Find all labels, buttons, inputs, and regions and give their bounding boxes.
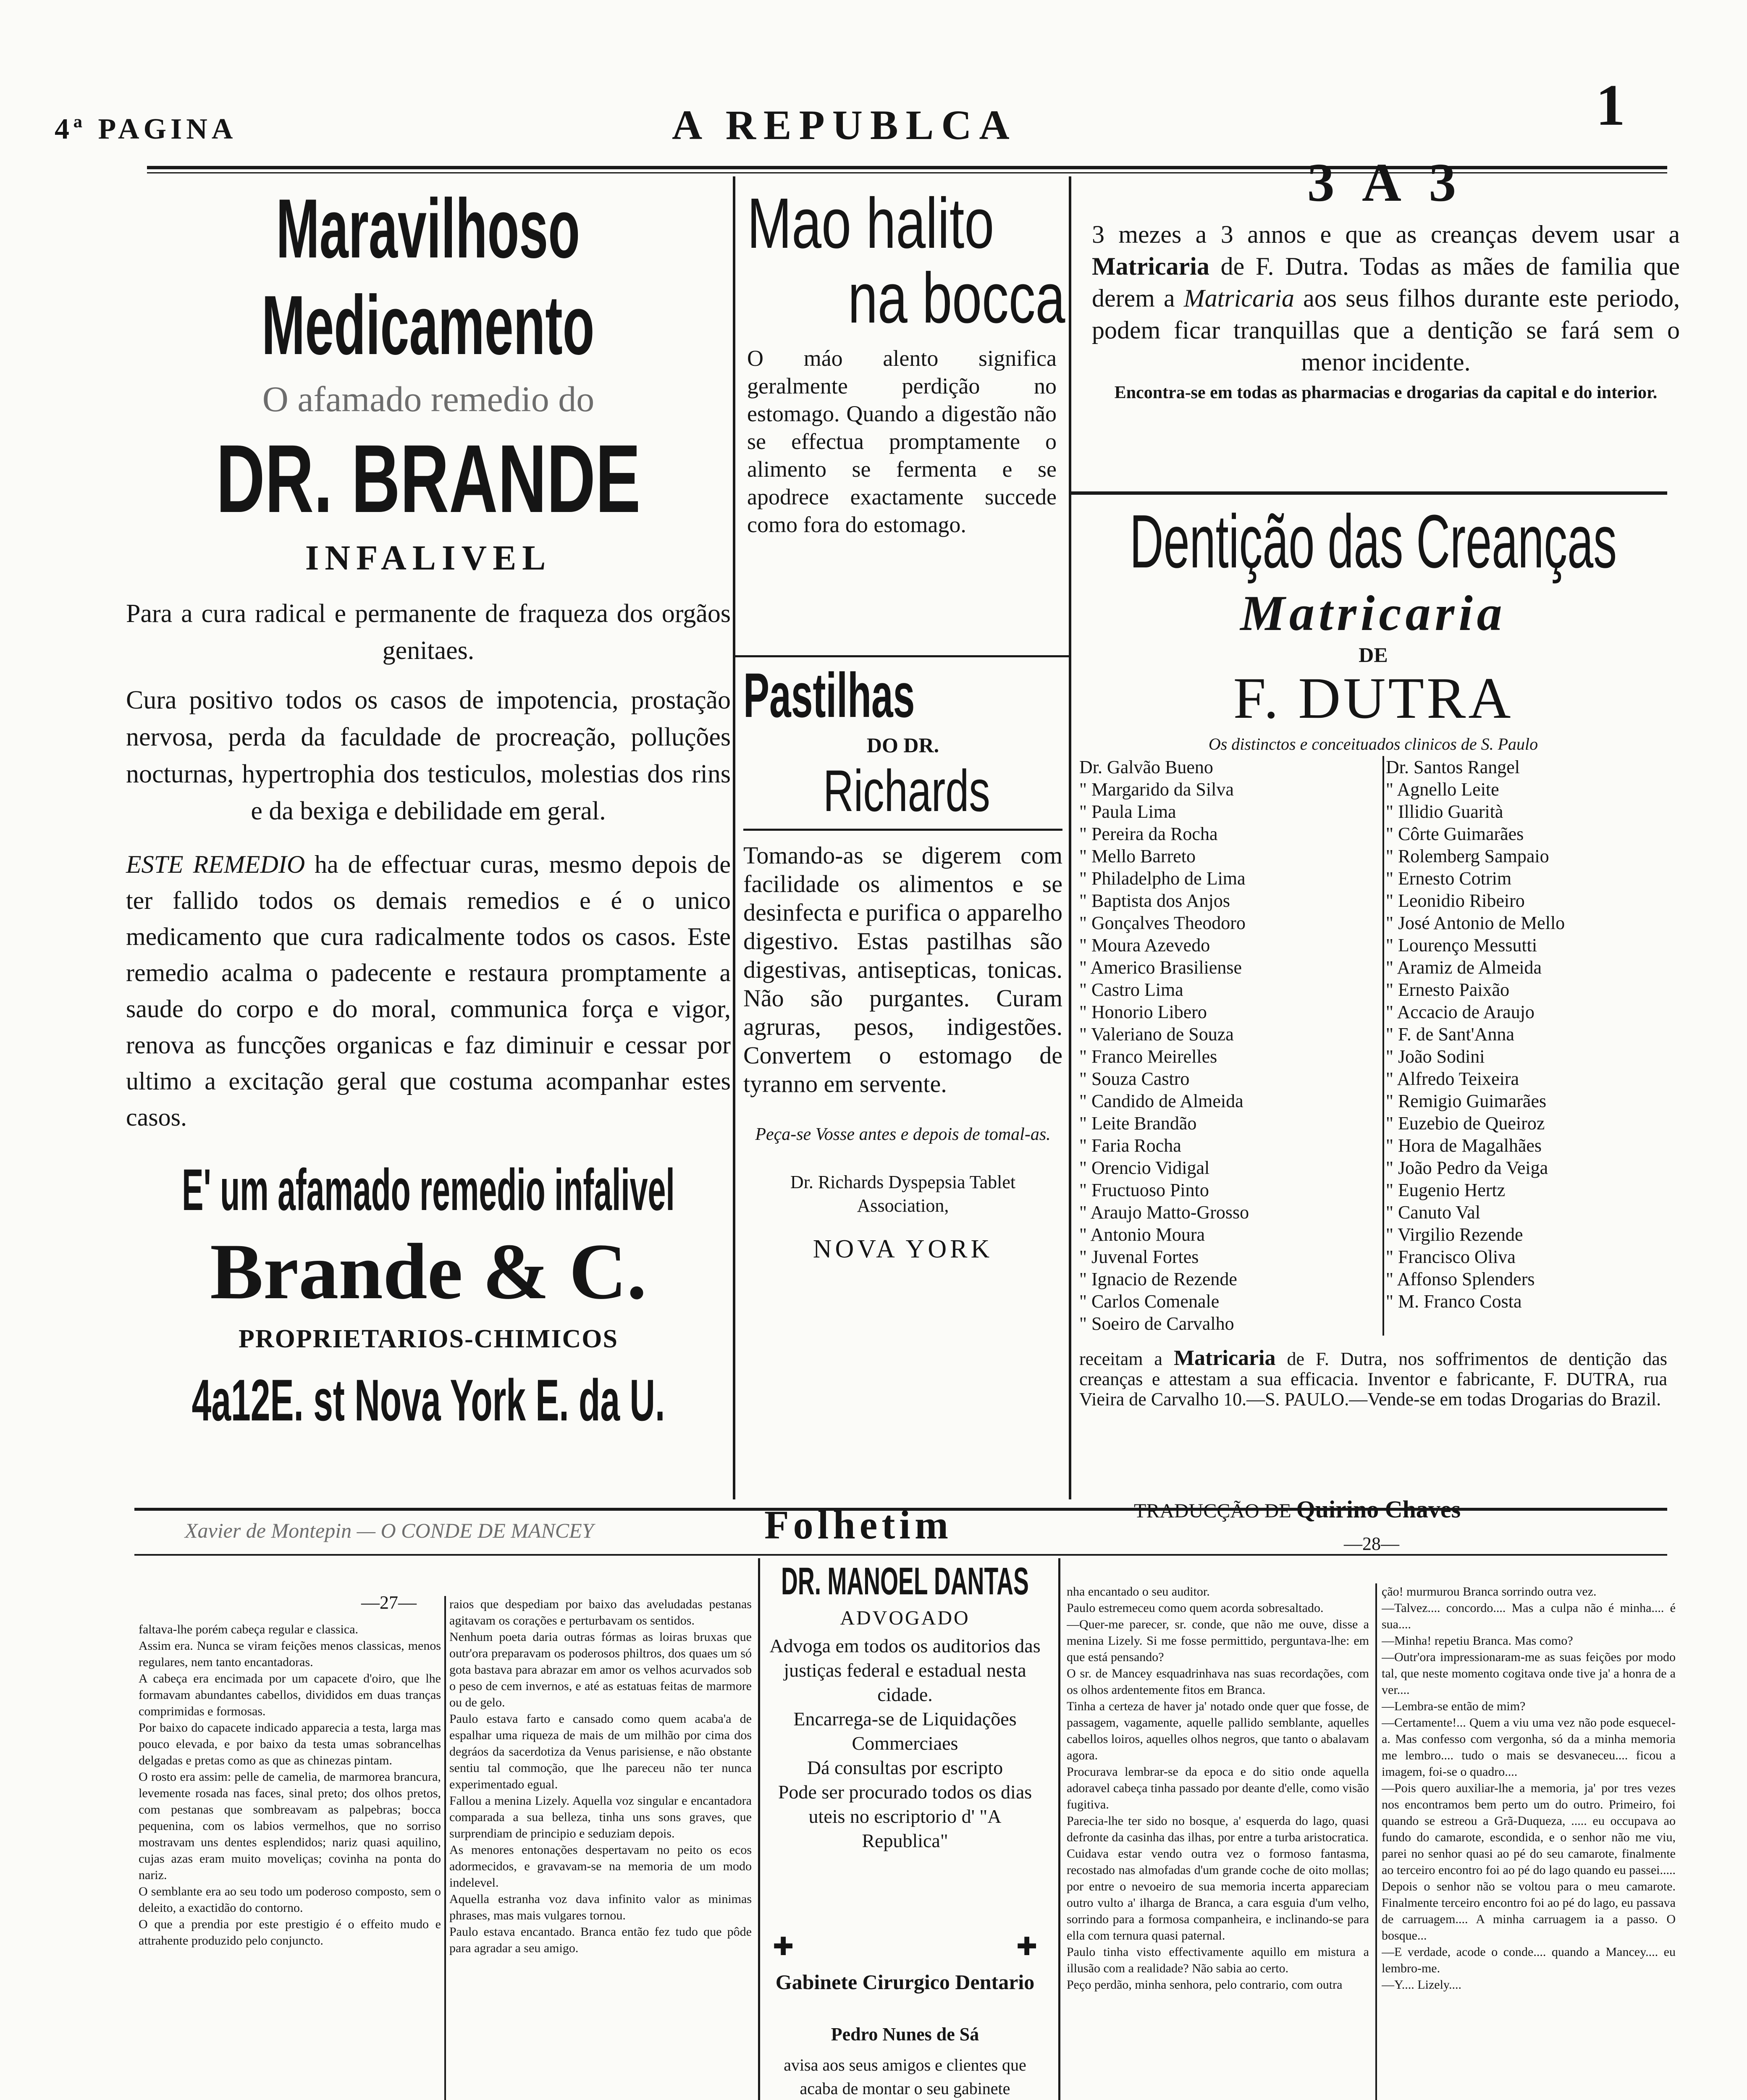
ad-brande-para3 (126, 846, 731, 1135)
folhetim-col1: faltava-lhe porém cabeça regular e classica. Assim era. Nunca se viram feições menos classicas, menos regulares, nem tanto encantadoras. A cabeça era encimada por um capacete d'oiro, que lhe formavam abundantes cabellos, divididos em duas tranças comprimidas e formosas. Por baixo do capacete indicado apparecia a testa, larga mas pouco elevada, e por baixo da testa umas sobrancelhas delgadas e pretas como as que as chinezas pintam. O rosto era assim: pelle de camelia, de marmorea brancura, levemente rosada nas faces, sinal preto; dos olhos pretos, com pestanas que sombreavam as palpebras; bocca pequenina, com os labios vermelhos, que no sorriso mostravam uns dentes esplendidos; nariz quasi aquilino, cujas azas eram muito moveliças; covinha na ponta do nariz. O semblante era ao seu todo um poderoso composto, sem o deleito, a exactidão do contorno. O que a prendia por este prestigio é o effeito mudo e attrahente produzido pelo conjuncto. (139, 1622, 441, 1948)
doctor-name: " Ignacio de Rezende (1079, 1269, 1237, 1289)
doctor-name: " Pereira da Rocha (1079, 824, 1218, 844)
doctor-name: " Juvenal Fortes (1079, 1247, 1199, 1267)
doctor-name: " João Sodini (1386, 1046, 1485, 1067)
doctor-name: " Carlos Comenale (1079, 1291, 1220, 1312)
doctor-name: " Accacio de Araujo (1386, 1002, 1535, 1022)
doctor-name: " Antonio Moura (1079, 1224, 1205, 1245)
ad-brande-address: 4a12E. st Nova York E. da U. (191, 1367, 665, 1433)
doctor-name: " Ernesto Cotrim (1386, 868, 1512, 889)
ad-brande-heading: Maravilhoso Medicamento (262, 182, 595, 372)
doctor-name: " Hora de Magalhães (1386, 1135, 1542, 1156)
denticao-intro: Os distinctos e conceituados clinicos de S. Paulo (1208, 735, 1538, 753)
ad-brande-para1: Para a cura radical e permanente de fraqueza dos orgãos genitaes. (126, 599, 731, 665)
ad-pastilhas (743, 659, 1062, 1504)
doctor-name: " Americo Brasiliense (1079, 957, 1242, 978)
halito-title-line1: Mao halito (747, 184, 994, 263)
doctor-name: " Ernesto Paixão (1386, 979, 1510, 1000)
gabinete-text: avisa aos seus amigos e clientes que acaba de montar o seu gabinete (784, 2055, 1026, 2098)
doctors-left-list (1079, 756, 1382, 1335)
doctor-name: " Margarido da Silva (1079, 779, 1234, 800)
ad-brande-para2: Cura positivo todos os casos de impotencia, prostação nervosa, perda da faculdade de procreação, polluções nocturnas, hypertrophia dos testiculos, molestias dos rins e da bexiga e debilidade em geral. (126, 686, 731, 825)
page-label: 4ª PAGINA (55, 113, 237, 145)
doctor-name: " Rolemberg Sampaio (1386, 846, 1549, 866)
doctor-name: " Moura Azevedo (1079, 935, 1210, 956)
ad-3a3-end: aos seus filhos durante este periodo, podem ficar tranquillas que a dentição se fará sem o menor incidente. (1092, 284, 1680, 376)
pastilhas-text: Tomando-as se digerem com facilidade os alimentos e se desinfecta e purifica o apparelho digestivo. Estas pastilhas são digestivas, antisepticas, tonicas. Não são purgantes. Curam agruras, pesos, indigestões. Convertem o estomago de tyranno em servente. (743, 842, 1062, 1097)
pastilhas-rule (743, 829, 1062, 831)
doctor-name: " José Antonio de Mello (1386, 913, 1565, 933)
doctor-name: " Franco Meirelles (1079, 1046, 1217, 1067)
column-rule (1069, 176, 1071, 1499)
ad-3a3-footer: Encontra-se em todas as pharmacias e drogarias da capital e do interior. (1114, 383, 1658, 402)
folhetim-col4: ção! murmurou Branca sorrindo outra vez. —Talvez.... concordo.... Mas a culpa não é minha.... é sua.... —Minha! repetiu Branca. Mas como? —Outr'ora impressionaram-me as suas feições por modo tal, que neste momento cogitava onde tive ja' a honra de a ver.... —Lembra-se então de mim? —Certamente!... Quem a viu uma vez não pode esquecel-a. Mas confesso com vergonha, só da a minha memoria me lembro.... tudo o mais se desvaneceu.... ficou a imagem, foi-se o quadro.... —Pois quero auxiliar-lhe a memoria, ja' por tres vezes nos encontramos bem perto um do outro. Primeiro, foi quando se estreou a Grã-Duqueza, ..... eu occupava ao fundo do camarote, escondida, e o senhor não me viu, parei no senhor quasi ao pé do seu camarote, finalmente ao terceiro encontro foi ao pé do lago quando eu passei..... Depois o senhor não se voltou para o meu camarote. Finalmente terceiro encontro foi ao pé do lago, eu passava de carruagem.... A minha carruagem ia a passo. O bosque... —E verdade, acode o conde.... quando a Mancey.... eu lembro-me. —Y.... Lizely.... (1382, 1585, 1676, 1992)
cross-icon-right: ✚ (1016, 1933, 1038, 1961)
denticao-title: Dentição das Creanças (1129, 499, 1617, 584)
denticao-closing-product: Matricaria (1173, 1346, 1276, 1370)
doctor-name: " João Pedro da Veiga (1386, 1158, 1548, 1178)
doctor-name: " Leite Brandão (1079, 1113, 1197, 1134)
ad-brande-brand: DR. BRANDE (216, 425, 641, 533)
page-mark: 1 (1596, 73, 1625, 138)
folhetim-page-right: —28— (1344, 1533, 1399, 1554)
ad-brande-para3-body: ha de effectuar curas, mesmo depois de ter fallido todos os demais remedios e é o unico medicamento que cura radicalmente todos os casos. Este remedio acalma o padecente e restaura promptamente a saude do corpo e do moral, communica força e vigor, renova as funcções organicas e faz diminuir e cessar por ultimo a excitação geral que costuma acompanhar estes casos. (126, 850, 731, 1131)
gabinete-title: Gabinete Cirurgico Dentario (775, 1970, 1035, 1994)
right-ad-rule (1071, 491, 1667, 495)
ad-mao-halito (737, 178, 1067, 666)
folhetim-page-left: —27— (361, 1592, 417, 1613)
dantas-title: DR. MANOEL DANTAS (781, 1560, 1029, 1603)
doctor-name: " Leonidio Ribeiro (1386, 890, 1525, 911)
folhetim-translation (1134, 1495, 1461, 1523)
doctor-name: " Faria Rocha (1079, 1135, 1181, 1156)
dantas-role: ADVOGADO (840, 1607, 970, 1629)
ad-gabinete (769, 1932, 1041, 2100)
pastilhas-note: Peça-se Vosse antes e depois de tomal-as. (755, 1125, 1051, 1144)
doctor-name: " M. Franco Costa (1386, 1291, 1522, 1312)
folhetim-col-rule (444, 1596, 446, 2100)
doctor-name: " Souza Castro (1079, 1068, 1190, 1089)
doctor-name: " Canuto Val (1386, 1202, 1480, 1223)
doctor-name: Dr. Santos Rangel (1386, 757, 1520, 777)
doctor-name: " Francisco Oliva (1386, 1247, 1516, 1267)
doctors-divider (1382, 756, 1384, 1336)
ad-3a3-text (1092, 218, 1680, 378)
denticao-closing-text: de F. Dutra, nos soffrimentos de dentição das creanças e attestam a sua efficacia. Inventor e fabricante, F. DUTRA, rua Vieira de Carvalho 10.—S. PAULO.—Vende-se em todas Drogarias do Brazil. (1079, 1349, 1667, 1410)
pastilhas-name: Richards (823, 758, 990, 824)
translation-lead: TRADUCÇÃO DE (1134, 1500, 1296, 1522)
doctor-name: " Araujo Matto-Grosso (1079, 1202, 1249, 1223)
doctor-name: " Euzebio de Queiroz (1386, 1113, 1545, 1134)
doctor-name: " Fructuoso Pinto (1079, 1180, 1209, 1200)
folhetim-title: Folhetim (764, 1502, 952, 1547)
doctor-name: " Castro Lima (1079, 979, 1183, 1000)
folhetim-col3: nha encantado o seu auditor. Paulo estremeceu como quem acorda sobresaltado. —Quer-me parecer, sr. conde, que não me ouve, disse a menina Lizely. Si me fosse permittido, perguntava-lhe: em que está pensando? O sr. de Mancey esquadrinhava nas suas recordações, com os olhos ardentemente fitos em Branca. Tinha a certeza de haver ja' notado onde quer que fosse, de passagem, vagamente, aquelle pallido semblante, aquelles cabellos loiros, aquelles olhos negros, que tanto o abalavam agora. Procurava lembrar-se da epoca e do sitio onde aquella adoravel cabeça tinha passado por deante d'elle, como visão fugitiva. Parecia-lhe ter sido no bosque, a' esquerda do lago, quasi defronte da casinha das ilhas, por entre a turba aristocratica. Cuidava estar vendo outra vez o formoso fantasma, recostado nas almofadas d'um grande coche de oito mollas; por entre o nevoeiro de sua memoria incerta appareciam outro vulto a' ilharga de Branca, a cara esguia d'um velho, sorrindo para a formosa companheira, e inclinando-se para ella com ternura quasi paternal. Paulo tinha visto effectivamente aquillo em mistura a illusão com a realidade? Não sabia ao certo. Peço perdão, minha senhora, pelo contrario, com outra (1067, 1585, 1369, 1992)
halito-text: O máo alento significa geralmente perdição no estomago. Quando a digestão não se effectua promptamente o alimento se fermenta e se apodrece exactamente succede como fora do estomago. (747, 346, 1057, 537)
pastilhas-association: Dr. Richards Dyspepsia Tablet Association, (790, 1172, 1016, 1216)
ad-3a3-lead: 3 mezes a 3 annos e que as creanças devem usar a (1092, 220, 1680, 248)
doctors-right-list (1386, 756, 1671, 1312)
doctor-name: " Mello Barreto (1079, 846, 1196, 866)
column-rule (733, 176, 735, 1499)
doctor-name: " Soeiro de Carvalho (1079, 1313, 1234, 1334)
ad-3a3 (1092, 151, 1680, 487)
doctor-name: " Illidio Guarità (1386, 801, 1503, 822)
doctor-name: " Côrte Guimarães (1386, 824, 1524, 844)
folhetim-col2: raios que despediam por baixo das aveludadas pestanas agitavam os corações e perturbavam os sentidos. Nenhum poeta daria outras fórmas as loiras bruxas que outr'ora preparavam os poderosos philtros, dos quaes um só gota bastava para abrazar em amor os velhos acurvados sob o peso de cem invernos, e até as estatuas feitas de marmore ou de gelo. Paulo estava farto e cansado como quem acaba'a de espalhar uma riqueza de mais de um milhão por cima dos degráos da sacerdotiza da Venus parisiense, e não obstante sentiu tal commoção, que lhe pareceu não ter nunca experimentado egual. Fallou a menina Lizely. Aquella voz singular e encantadora comparada a sua belleza, tinha uns sons graves, que surprendiam de principio e seduziam depois. As menores entonações despertavam no peito os ecos adormecidos, e gravavam-se na memoria de um modo indelevel. Aquella estranha voz dava infinito valor as minimas phrases, mas mais vulgares tornou. Paulo estava encantado. Branca então fez tudo que pôde para agradar a seu amigo. (449, 1597, 752, 1955)
pastilhas-do: DO DR. (866, 733, 939, 757)
doctor-name: " Valeriano de Souza (1079, 1024, 1234, 1045)
denticao-closing (1079, 1348, 1667, 1410)
pastilhas-title: Pastilhas (743, 660, 915, 730)
ad-3a3-mid: de F. Dutra. Todas as mães de familia que derem a (1092, 252, 1680, 312)
ad-3a3-product-italic: Matricaria (1183, 284, 1295, 312)
doctor-name: " Alfredo Teixeira (1386, 1068, 1519, 1089)
denticao-closing-lead: receitam a (1079, 1349, 1174, 1369)
halito-title-line2: na bocca (848, 258, 1065, 338)
folhetim-rule-bottom (134, 1554, 1667, 1556)
middle-rule (735, 655, 1071, 657)
dantas-text: Advoga em todos os auditorios das justiças federal e estadual nesta cidade. Encarrega-se de Liquidações Commerciaes Dá consultas por escripto Pode ser procurado todos os dias uteis no escriptorio d' "A Republica" (769, 1635, 1041, 1851)
doctor-name: " Philadelpho de Lima (1079, 868, 1246, 889)
folhetim-col-rule (758, 1558, 760, 2100)
denticao-de: DE (1359, 643, 1388, 667)
newspaper-title: A REPUBLCA (672, 102, 1017, 148)
cross-icon-left: ✚ (773, 1933, 794, 1961)
doctor-name: " Lourenço Messutti (1386, 935, 1537, 956)
ad-brande-slogan: INFALIVEL (305, 538, 552, 578)
ad-3a3-title: 3 A 3 (1307, 152, 1465, 213)
doctor-name: " Virgilio Rezende (1386, 1224, 1523, 1245)
denticao-maker: F. DUTRA (1233, 666, 1514, 731)
doctor-name: " Baptista dos Anjos (1079, 890, 1230, 911)
doctor-name: " Eugenio Hertz (1386, 1180, 1506, 1200)
doctor-name: " Paula Lima (1079, 801, 1176, 822)
doctor-name: " F. de Sant'Anna (1386, 1024, 1514, 1045)
ad-3a3-product: Matricaria (1092, 252, 1209, 280)
translator-name: Quirino Chaves (1296, 1496, 1461, 1523)
doctor-name: " Candido de Almeida (1079, 1091, 1243, 1111)
doctor-name: " Agnello Leite (1386, 779, 1499, 800)
ad-brande (126, 181, 731, 1474)
pastilhas-city: NOVA YORK (813, 1235, 993, 1263)
doctor-name: Dr. Galvão Bueno (1079, 757, 1213, 777)
ad-denticao (1079, 500, 1667, 1474)
ad-brande-subtitle: O afamado remedio do (262, 379, 595, 419)
ad-brande-tagline: E' um afamado remedio infalivel (182, 1157, 675, 1223)
doctor-name: " Affonso Splenders (1386, 1269, 1535, 1289)
ad-brande-maker: Brande & C. (210, 1228, 647, 1316)
doctor-name: " Aramiz de Almeida (1386, 957, 1542, 978)
folhetim-col-rule (1058, 1558, 1060, 2100)
denticao-product: Matricaria (1240, 585, 1506, 641)
ad-brande-maker-sub: PROPRIETARIOS-CHIMICOS (238, 1325, 619, 1353)
doctor-name: " Honorio Libero (1079, 1002, 1207, 1022)
doctor-name: " Gonçalves Theodoro (1079, 913, 1246, 933)
ad-manoel-dantas (769, 1558, 1041, 1928)
doctor-name: " Remigio Guimarães (1386, 1091, 1547, 1111)
folhetim-col-rule (1375, 1583, 1377, 2100)
doctor-name: " Orencio Vidigal (1079, 1158, 1210, 1178)
ad-brande-para3-lead: ESTE REMEDIO (126, 850, 305, 878)
folhetim-caption: Xavier de Montepin — O CONDE DE MANCEY (185, 1519, 594, 1542)
gabinete-name: Pedro Nunes de Sá (831, 2024, 979, 2045)
